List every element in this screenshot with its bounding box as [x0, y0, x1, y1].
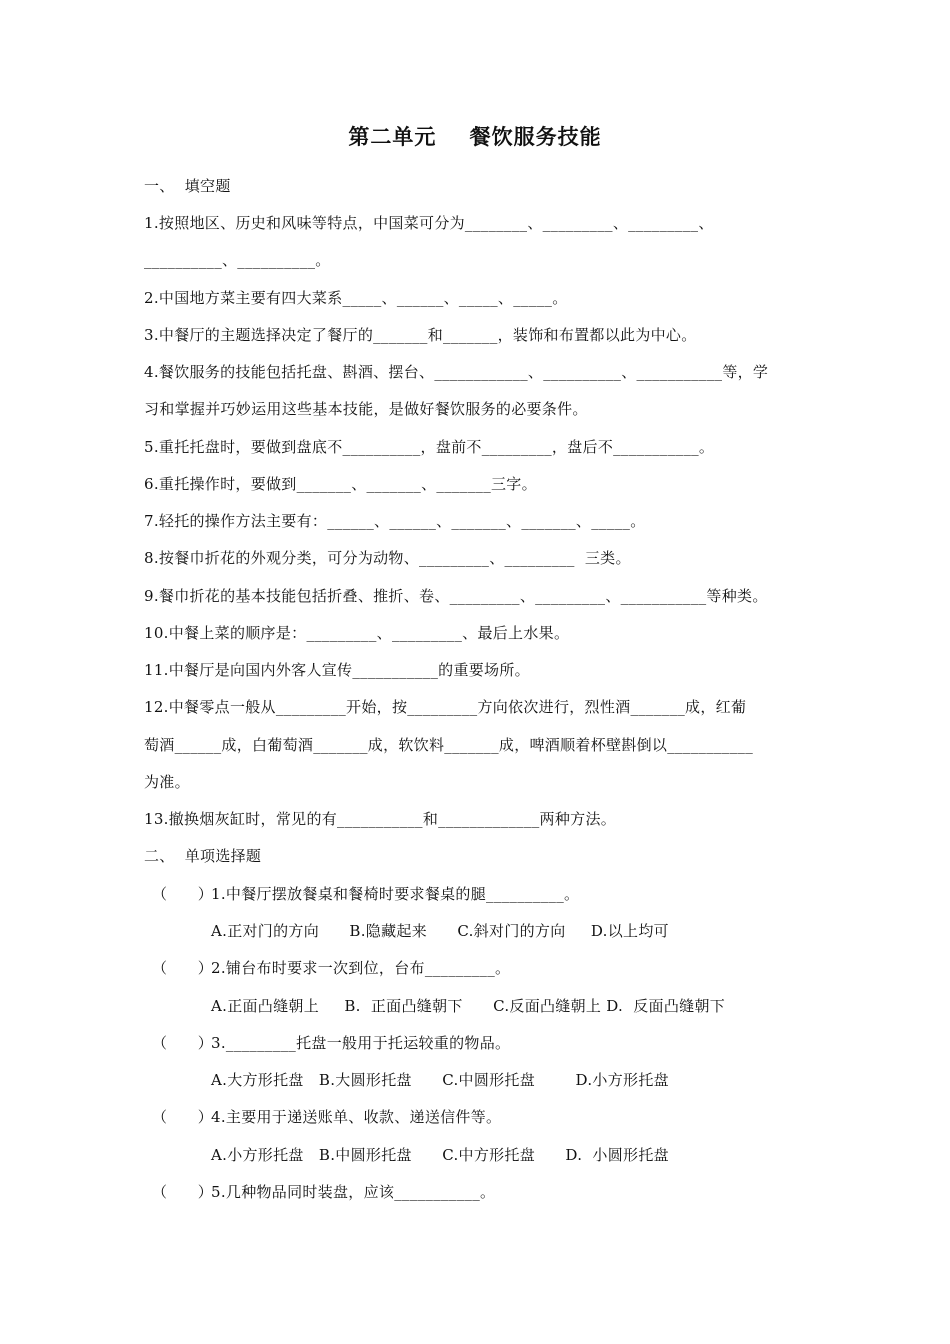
- answer-parentheses: （ ）: [152, 1034, 214, 1052]
- fill-question-1-cont: __________、__________。: [144, 251, 331, 269]
- fill-question-8: 8.按餐巾折花的外观分类，可分为动物、_________、_________ 三类。: [144, 549, 631, 567]
- choice-options-2: A.正面凸缝朝上 B. 正面凸缝朝下 C.反面凸缝朝上 D. 反面凸缝朝下: [211, 997, 726, 1015]
- choice-question-2: 2.铺台布时要求一次到位，台布_________。: [211, 959, 511, 977]
- fill-question-12-end: 为准。: [144, 773, 190, 791]
- fill-question-2: 2.中国地方菜主要有四大菜系_____、______、_____、_____。: [144, 289, 568, 307]
- answer-parentheses: （ ）: [152, 1183, 214, 1201]
- fill-question-11: 11.中餐厅是向国内外客人宣传___________的重要场所。: [144, 661, 530, 679]
- section-heading-single-choice: 二、 单项选择题: [144, 847, 262, 865]
- fill-question-5: 5.重托托盘时，要做到盘底不__________，盘前不_________，盘后不___________。: [144, 438, 715, 456]
- choice-options-1: A.正对门的方向 B.隐藏起来 C.斜对门的方向 D.以上均可: [211, 922, 669, 940]
- choice-question-4: 4.主要用于递送账单、收款、递送信件等。: [211, 1108, 502, 1126]
- fill-question-10: 10.中餐上菜的顺序是：_________、_________、最后上水果。: [144, 624, 570, 642]
- choice-question-1: 1.中餐厅摆放餐桌和餐椅时要求餐桌的腿__________。: [211, 885, 580, 903]
- fill-question-7: 7.轻托的操作方法主要有：______、______、_______、_______、_____。: [144, 512, 646, 530]
- answer-parentheses: （ ）: [152, 885, 214, 903]
- fill-question-12-cont: 萄酒______成，白葡萄酒_______成，软饮料_______成，啤酒顺着杯壁斟倒以___________: [144, 736, 754, 754]
- choice-options-3: A.大方形托盘 B.大圆形托盘 C.中圆形托盘 D.小方形托盘: [211, 1071, 669, 1089]
- choice-options-4: A.小方形托盘 B.中圆形托盘 C.中方形托盘 D. 小圆形托盘: [211, 1146, 669, 1164]
- fill-question-3: 3.中餐厅的主题选择决定了餐厅的_______和_______，装饰和布置都以此为中心。: [144, 326, 697, 344]
- fill-question-12: 12.中餐零点一般从_________开始，按_________方向依次进行，烈性酒_______成，红葡: [144, 698, 747, 716]
- fill-question-1: 1.按照地区、历史和风味等特点，中国菜可分为________、_________、_________、: [144, 214, 714, 232]
- choice-question-3: 3._________托盘一般用于托运较重的物品。: [211, 1034, 511, 1052]
- page-title: 第二单元 餐饮服务技能: [348, 125, 602, 149]
- fill-question-4-cont: 习和掌握并巧妙运用这些基本技能，是做好餐饮服务的必要条件。: [144, 400, 588, 418]
- fill-question-6: 6.重托操作时，要做到_______、_______、_______三字。: [144, 475, 537, 493]
- section-heading-fill-blank: 一、 填空题: [144, 177, 231, 195]
- fill-question-13: 13.撤换烟灰缸时，常见的有___________和_____________两种方法。: [144, 810, 617, 828]
- answer-parentheses: （ ）: [152, 959, 214, 977]
- answer-parentheses: （ ）: [152, 1108, 214, 1126]
- fill-question-4: 4.餐饮服务的技能包括托盘、斟酒、摆台、____________、__________、___________等，学: [144, 363, 769, 381]
- choice-question-5: 5.几种物品同时装盘，应该___________。: [211, 1183, 496, 1201]
- fill-question-9: 9.餐巾折花的基本技能包括折叠、推折、卷、_________、_________、___________等种类。: [144, 587, 768, 605]
